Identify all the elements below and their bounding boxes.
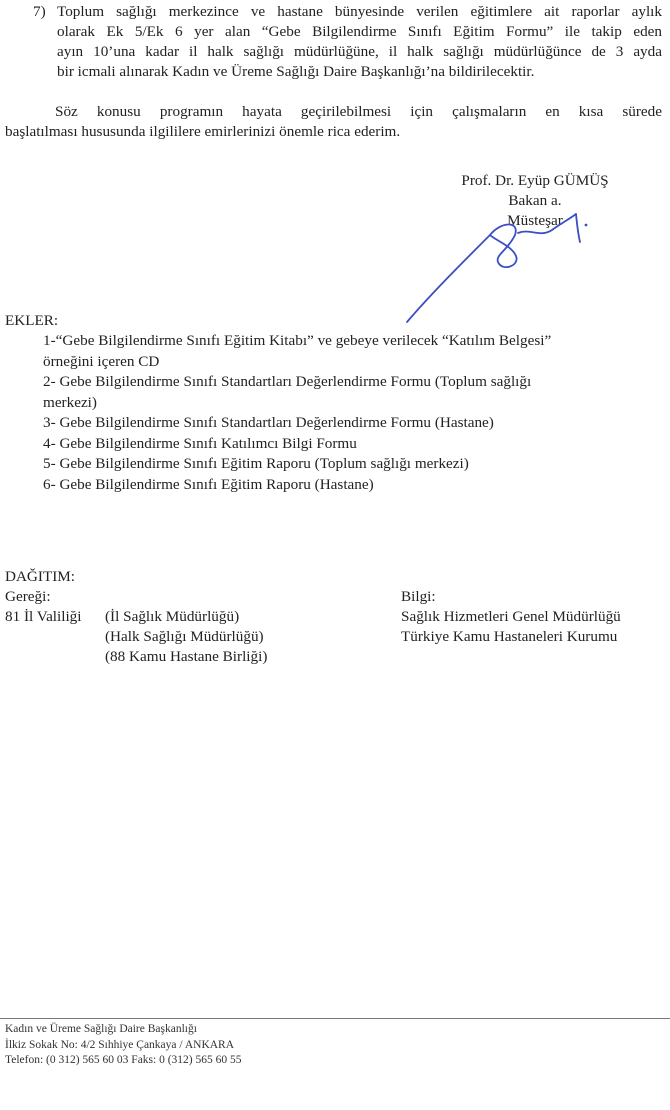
info-recipients-label: Bilgi:: [401, 588, 436, 605]
attachment-item: 5- Gebe Bilgilendirme Sınıfı Eğitim Raporu (Toplum sağlığı merkezi): [43, 455, 469, 472]
footer-divider: [0, 1018, 670, 1019]
attachment-item: 2- Gebe Bilgilendirme Sınıfı Standartları Değerlendirme Formu (Toplum sağlığı: [43, 373, 532, 390]
recipient-unit: (İl Sağlık Müdürlüğü): [105, 608, 240, 625]
paragraph-line: bir icmali alınarak Kadın ve Üreme Sağlığı Daire Başkanlığı’na bildirilecektir.: [57, 63, 535, 80]
recipient-unit: (Halk Sağlığı Müdürlüğü): [105, 628, 264, 645]
recipient-unit: (88 Kamu Hastane Birliği): [105, 648, 268, 665]
closing-paragraph: [5, 102, 662, 142]
attachment-item: 1-“Gebe Bilgilendirme Sınıfı Eğitim Kitabı” ve gebeye verilecek “Katılım Belgesi”: [43, 332, 552, 349]
info-recipients: [401, 607, 621, 647]
signatory-name: Prof. Dr. Eyüp GÜMÜŞ: [461, 172, 609, 189]
closing-line-1: Söz konusu programın hayata geçirilebilmesi için çalışmaların en kısa sürede: [55, 103, 662, 120]
footer-contact: [5, 1022, 242, 1069]
distribution-title: DAĞITIM:: [5, 568, 76, 585]
paragraph-line: Toplum sağlığı merkezince ve hastane bünyesinde verilen eğitimlere ait raporlar aylık: [57, 3, 662, 20]
info-recipient: Sağlık Hizmetleri Genel Müdürlüğü: [401, 608, 621, 625]
action-recipient-units: [105, 607, 267, 667]
footer-address: İlkiz Sokak No: 4/2 Sıhhiye Çankaya / ANKARA: [5, 1038, 235, 1051]
attachments-title: EKLER:: [5, 312, 59, 329]
paragraph-text: [57, 2, 662, 82]
handwritten-signature-icon: [390, 200, 620, 330]
footer-department: Kadın ve Üreme Sağlığı Daire Başkanlığı: [5, 1023, 197, 1035]
action-recipients-label: Gereği:: [5, 588, 51, 605]
paragraph-line: olarak Ek 5/Ek 6 yer alan “Gebe Bilgilendirme Sınıfı Eğitim Formu” ile takip eden: [57, 23, 662, 40]
attachment-item: 3- Gebe Bilgilendirme Sınıfı Standartları Değerlendirme Formu (Hastane): [43, 414, 494, 431]
paragraph-number: 7): [33, 3, 46, 20]
attachment-item: merkezi): [43, 393, 97, 411]
signatory-on-behalf: Bakan a.: [508, 192, 562, 209]
closing-line-2: başlatılması hususunda ilgililere emirlerinizi önemle rica ederim.: [5, 123, 401, 140]
action-recipient: 81 İl Valiliği: [5, 608, 82, 625]
signatory-title: Müsteşar: [507, 212, 563, 229]
attachment-item: 4- Gebe Bilgilendirme Sınıfı Katılımcı Bilgi Formu: [43, 434, 357, 452]
attachments-list: [43, 331, 643, 495]
paragraph-line: ayın 10’una kadar il halk sağlığı müdürlüğüne, il halk sağlığı müdürlüğünce de 3 ayda: [57, 43, 662, 60]
footer-phone-fax: Telefon: (0 312) 565 60 03 Faks: 0 (312) 565 60 55: [5, 1054, 242, 1066]
attachment-item: 6- Gebe Bilgilendirme Sınıfı Eğitim Raporu (Hastane): [43, 475, 374, 493]
attachment-item: örneğini içeren CD: [43, 352, 160, 370]
info-recipient: Türkiye Kamu Hastaneleri Kurumu: [401, 628, 618, 645]
